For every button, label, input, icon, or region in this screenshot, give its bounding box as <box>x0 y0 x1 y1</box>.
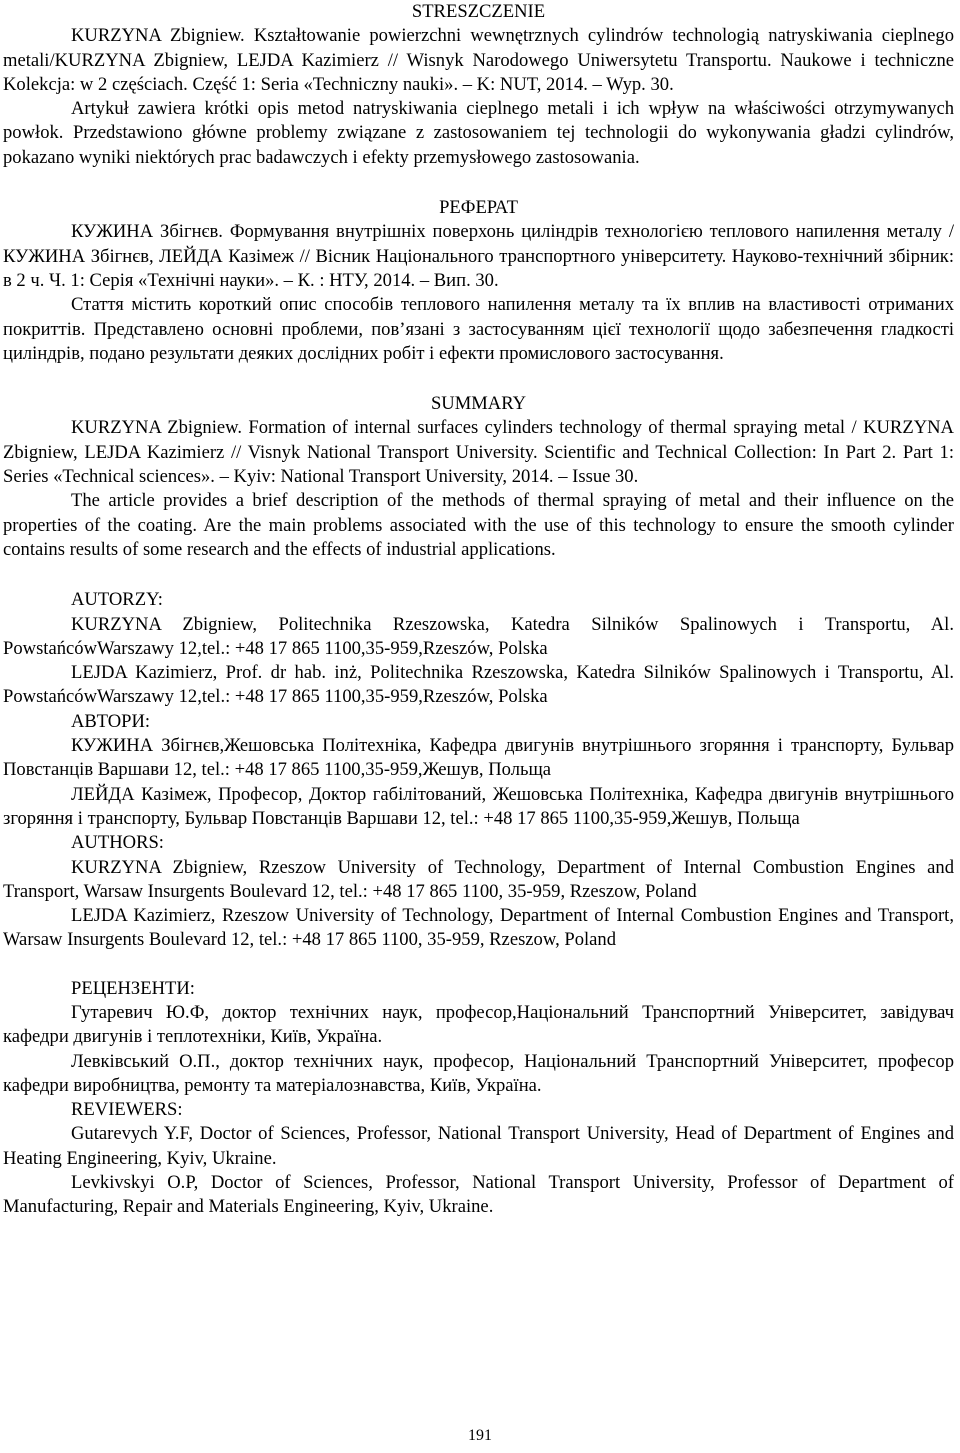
reviewers-entry: Gutarevych Y.F, Doctor of Sciences, Professor, National Transport University, Head of Department of Engines and Heating Engineering, Kyiv, Ukraine. <box>3 1123 954 1169</box>
retsenzenty-entry: Левківський О.П., доктор технічних наук, професор, Національний Транспортний Університет, професор кафедри виробництва, ремонту та матеріалознавства, Київ, Україна. <box>3 1050 954 1096</box>
referat-section <box>3 196 954 366</box>
retsenzenty-heading: РЕЦЕНЗЕНТИ: <box>71 977 195 999</box>
autorzy-entry: LEJDA Kazimierz, Prof. dr hab. inż, Politechnika Rzeszowska, Katedra Silników Spalinowych i Transportu, Al. PowstańcówWarszawy 12,tel.: +48 17 865 1100,35-959,Rzeszów, Polska <box>3 662 954 708</box>
summary-abstract: The article provides a brief description of the methods of thermal spraying of metal and their influence on the properties of the coating. Are the main problems associated with the use of this technology to ensure the smooth cylinder contains results of some research and the effects of industrial applications. <box>3 490 954 560</box>
streszczenie-heading: STRESZCZENIE <box>411 1 546 22</box>
streszczenie-abstract: Artykuł zawiera krótki opis metod natryskiwania cieplnego metali i ich wpływ na właściwości otrzymywanych powłok. Przedstawiono główne problemy związane z zastosowaniem tej technologii do wykonywania gładzi cylindrów, pokazano wyniki niektórych prac badawczych i efekty przemysłowego zastosowania. <box>3 98 954 168</box>
avtory-heading: АВТОРИ: <box>71 710 151 732</box>
authors-heading: AUTHORS: <box>71 832 164 854</box>
authors-entry: KURZYNA Zbigniew, Rzeszow University of Technology, Department of Internal Combustion Engines and Transport, Warsaw Insurgents Boulevard 12, tel.: +48 17 865 1100, 35-959, Rzeszow, Poland <box>3 856 954 902</box>
spacer <box>3 953 954 977</box>
reviewers-entry: Levkivskyi O.P, Doctor of Sciences, Professor, National Transport University, Professor of Department of Manufacturing, Repair and Materials Engineering, Kyiv, Ukraine. <box>3 1172 954 1218</box>
avtory-section <box>3 710 954 831</box>
streszczenie-citation-text: Kształtowanie powierzchni wewnętrznych cylindrów technologią natryskiwania cieplnego metali/KURZYNA Zbigniew, LEJDA Kazimierz // Wisnyk Narodowego Uniwersytetu Transportu. Naukowe i techniczne Kolekcja: w 2 częściach. Część 1: Seria «Techniczny nauki». – K: NUT, 2014. – Wyp. 30. <box>3 25 954 95</box>
autorzy-entry: KURZYNA Zbigniew, Politechnika Rzeszowska, Katedra Silników Spalinowych i Transportu, Al. PowstańcówWarszawy 12,tel.: +48 17 865 1100,35-959,Rzeszów, Polska <box>3 613 954 659</box>
summary-heading: SUMMARY <box>430 393 527 415</box>
summary-section <box>3 392 954 562</box>
reviewers-section <box>3 1098 954 1219</box>
streszczenie-section <box>3 0 954 170</box>
avtory-entry: КУЖИНА Збігнєв,Жешовська Політехніка, Кафедра двигунів внутрішнього згоряння і транспорту, Бульвар Повстанців Варшави 12, tel.: +48 17 865 1100,35-959,Жешув, Польща <box>3 735 954 781</box>
referat-citation-author: КУЖИНА Збігнєв. <box>71 221 223 243</box>
spacer <box>3 366 954 392</box>
document-page <box>3 0 954 1220</box>
streszczenie-citation <box>3 24 954 97</box>
streszczenie-citation-author: KURZYNA Zbigniew. <box>71 25 245 47</box>
authors-entry: LEJDA Kazimierz, Rzeszow University of Technology, Department of Internal Combustion Engines and Transport, Warsaw Insurgents Boulevard 12, tel.: +48 17 865 1100, 35-959, Rzeszow, Poland <box>3 905 954 951</box>
retsenzenty-section <box>3 977 954 1098</box>
summary-citation <box>3 416 954 489</box>
summary-citation-text: Formation of internal surfaces cylinders technology of thermal spraying metal / KURZYNA Zbigniew, LEJDA Kazimierz // Visnyk National Transport University. Scientific and Technical Collection: In Part 2. Part 1: Series «Technical sciences». – Kyiv: National Transport University, 2014. – Issue 30. <box>3 417 954 488</box>
page-number: 191 <box>468 1427 492 1444</box>
avtory-entry: ЛЕЙДА Казімеж, Професор, Доктор габілітований, Жешовська Політехніка, Кафедра двигунів внутрішнього згоряння і транспорту, Бульвар Повстанців Варшави 12, tel.: +48 17 865 1100,35-959,Жешув, Польща <box>3 783 954 829</box>
spacer <box>3 170 954 196</box>
summary-citation-author: KURZYNA Zbigniew. <box>71 417 242 439</box>
referat-citation-text: Формування внутрішніх поверхонь циліндрів технологією теплового напилення металу / КУЖИНА Збігнєв, ЛЕЙДА Казімеж // Вісник Національного транспортного університету. Науково-технічний збірник: в 2 ч. Ч. 1: Серія «Технічні науки». – К. : НТУ, 2014. – Вип. 30. <box>3 221 955 291</box>
autorzy-section <box>3 588 954 709</box>
spacer <box>3 562 954 588</box>
authors-section <box>3 831 954 952</box>
autorzy-heading: AUTORZY: <box>71 589 163 611</box>
retsenzenty-entry: Гутаревич Ю.Ф, доктор технічних наук, професор,Національний Транспортний Університет, завідувач кафедри двигунів і теплотехніки, Київ, Україна. <box>3 1001 954 1048</box>
referat-heading: РЕФЕРАТ <box>439 197 518 219</box>
referat-citation <box>3 220 954 293</box>
reviewers-heading: REVIEWERS: <box>71 1099 183 1121</box>
referat-abstract: Стаття містить короткий опис способів теплового напилення металу та їх вплив на властивості отриманих покриттів. Представлено основні проблеми, пов’язані з застосуванням цієї технології щодо забезпечення гладкості циліндрів, подано результати деяких дослідних робіт і ефекти промислового застосування. <box>3 294 954 364</box>
